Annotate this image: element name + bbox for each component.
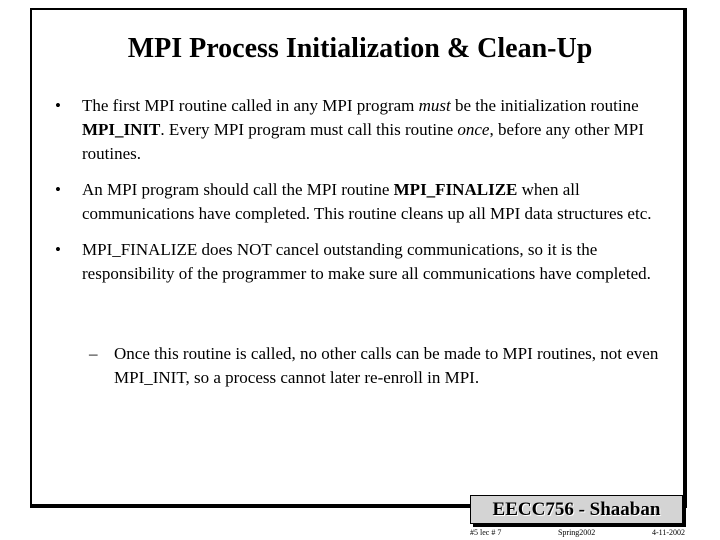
slide-title: MPI Process Initialization & Clean-Up bbox=[127, 33, 593, 64]
term-mpi-finalize: MPI_FINALIZE bbox=[393, 180, 518, 199]
bullet-text bbox=[82, 178, 680, 226]
bullet-item bbox=[55, 178, 680, 226]
sub-bullet-text: Once this routine is called, no other calls can be made to MPI routines, not even MPI_INIT, so a process cannot later re-enroll in MPI. bbox=[114, 344, 659, 387]
emphasis-once: once bbox=[457, 120, 490, 139]
text-run: The first MPI routine called in any MPI program bbox=[82, 96, 419, 115]
date-label: 4-11-2002 bbox=[651, 528, 685, 537]
text-run: be the initialization routine bbox=[450, 96, 639, 115]
bullet-item bbox=[55, 94, 680, 166]
bullet-marker: • bbox=[55, 180, 61, 199]
bullet-list bbox=[55, 94, 680, 298]
text-run: when all communications have completed. This routine cleans up all MPI data structures etc. bbox=[82, 180, 652, 223]
text-run: , before any other MPI routines. bbox=[82, 120, 644, 163]
bullet-text bbox=[82, 94, 680, 166]
slide-number: #5 lec # 7 bbox=[470, 528, 502, 537]
emphasis-must: must bbox=[418, 96, 451, 115]
slide-footer bbox=[470, 528, 685, 537]
text-run: MPI_FINALIZE does NOT cancel outstanding communications, so it is the responsibility of the programmer to make sure all communications have completed. bbox=[82, 240, 651, 283]
text-run: An MPI program should call the MPI routine bbox=[82, 180, 394, 199]
bullet-marker: • bbox=[55, 240, 61, 259]
sub-bullet-marker: – bbox=[89, 344, 98, 363]
bullet-item bbox=[55, 238, 680, 286]
bullet-text bbox=[82, 238, 680, 286]
sub-bullet-item bbox=[89, 342, 669, 390]
term-mpi-init: MPI_INIT bbox=[82, 120, 161, 139]
bullet-marker: • bbox=[55, 96, 61, 115]
course-badge: EECC756 - Shaaban bbox=[470, 495, 683, 524]
term-label: Spring2002 bbox=[557, 528, 596, 537]
text-run: . Every MPI program must call this routine bbox=[160, 120, 458, 139]
